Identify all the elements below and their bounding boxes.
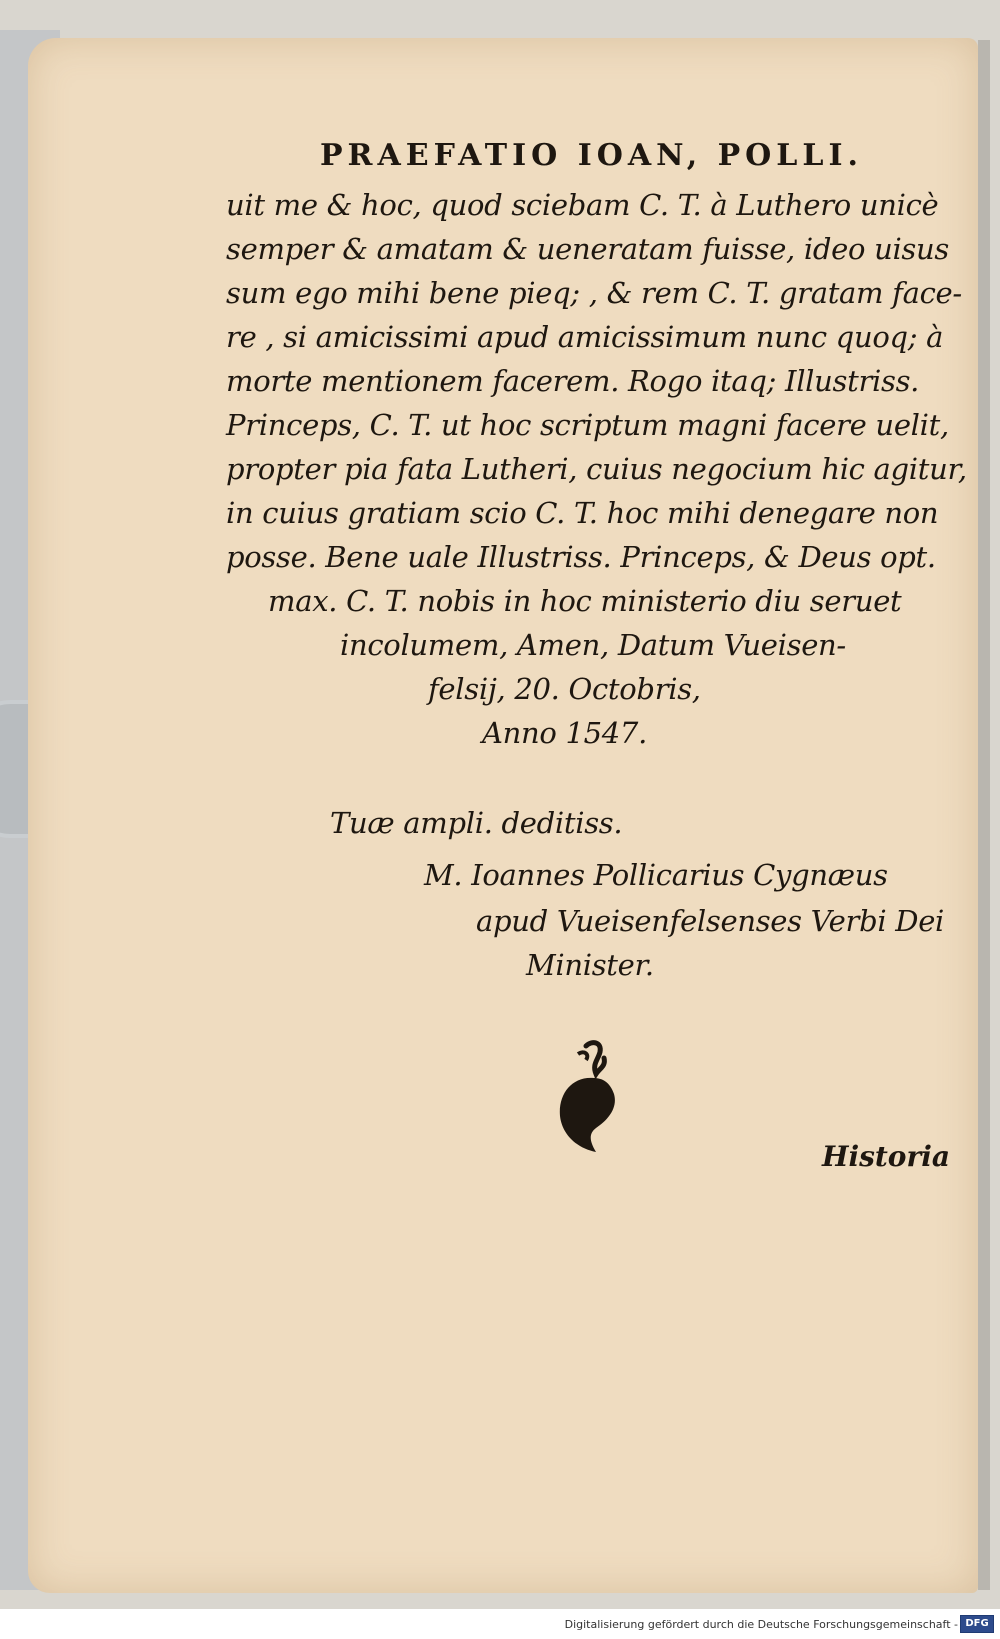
text-line-12: felsij, 20. Octobris, xyxy=(428,672,701,706)
text-line-7: propter pia fata Lutheri, cuius negocium hic agitur, xyxy=(226,452,967,486)
footer-credit: Digitalisierung gefördert durch die Deutsche Forschungsgemeinschaft - xyxy=(564,1618,958,1631)
text-line-10: max. C. T. nobis in hoc ministerio diu seruet xyxy=(268,584,902,618)
text-line-8: in cuius gratiam scio C. T. hoc mihi denegare non xyxy=(226,496,939,530)
running-header: PRAEFATIO IOAN, POLLI. xyxy=(320,138,863,173)
page-edge xyxy=(978,40,990,1590)
text-line-11: incolumem, Amen, Datum Vueisen- xyxy=(340,628,846,662)
text-line-5: morte mentionem facerem. Rogo itaq; Illustriss. xyxy=(226,364,920,398)
dfg-logo[interactable]: DFG xyxy=(960,1615,994,1633)
text-line-2: semper & amatam & ueneratam fuisse, ideo uisus xyxy=(226,232,949,266)
signature-place: apud Vueisenfelsenses Verbi Dei xyxy=(476,904,945,938)
signature-name: M. Ioannes Pollicarius Cygnæus xyxy=(424,858,888,892)
signature-role: Minister. xyxy=(526,948,654,982)
catchword: Historia xyxy=(822,1140,950,1173)
text-line-6: Princeps, C. T. ut hoc scriptum magni facere uelit, xyxy=(226,408,949,442)
text-line-9: posse. Bene uale Illustriss. Princeps, & Deus opt. xyxy=(226,540,936,574)
text-line-13: Anno 1547. xyxy=(482,716,647,750)
text-line-4: re , si amicissimi apud amicissimum nunc quoq; à xyxy=(226,320,944,354)
signature-closing: Tuæ ampli. deditiss. xyxy=(330,806,623,840)
text-line-3: sum ego mihi bene pieq; , & rem C. T. gratam face- xyxy=(226,276,962,310)
leaf-ornament-icon xyxy=(556,1038,632,1158)
text-line-1: uit me & hoc, quod sciebam C. T. à Luthero unicè xyxy=(226,188,939,222)
